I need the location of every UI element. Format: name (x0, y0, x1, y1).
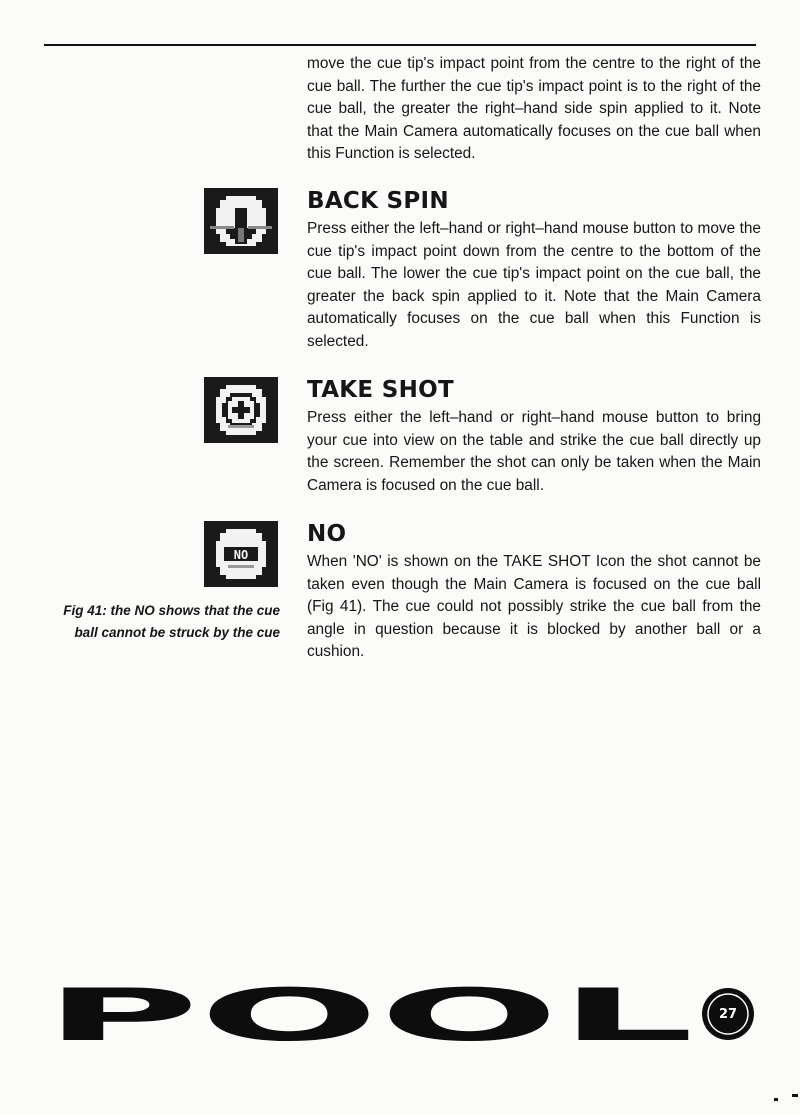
scan-mark (792, 1094, 798, 1097)
take-shot-section (307, 377, 761, 497)
intro-paragraph: move the cue tip's impact point from the centre to the right of the cue ball. The further the cue tip's impact point is to the right of the cue ball, the greater the right–hand side spin applied to it. Note that the Main Camera automatically focuses on the cue ball when this Function is selected. (307, 55, 761, 163)
no-icon-label: NO (233, 548, 249, 562)
no-paragraph: When 'NO' is shown on the TAKE SHOT Icon the shot cannot be taken even though the Main Camera is focused on the cue ball (Fig 41). The cue could not possibly strike the cue ball from the angle in question because it is blocked by another ball or a cushion. (307, 553, 761, 661)
page-number: 27 (718, 1006, 738, 1022)
no-shot-icon (204, 521, 278, 587)
back-spin-paragraph: Press either the left–hand or right–hand mouse button to move the cue tip's impact point down from the centre to the bottom of the cue ball. The lower the cue tip's impact point on the cue ball, the greater the back spin applied to it. Note that the Main Camera automatically focuses on the cue ball when this Function is selected. (307, 220, 761, 350)
figure-caption: Fig 41: the NO shows that the cue ball cannot be struck by the cue (63, 603, 280, 640)
take-shot-heading: TAKE SHOT (307, 377, 455, 403)
top-rule (44, 44, 756, 46)
take-shot-paragraph: Press either the left–hand or right–hand mouse button to bring your cue into view on the table and strike the cue ball directly up the screen. Remember the shot can only be taken when the Main Camera is focused on the cue ball. (307, 409, 761, 494)
scan-mark (774, 1098, 778, 1101)
no-section (307, 521, 761, 664)
no-heading: NO (307, 521, 347, 547)
back-spin-heading: BACK SPIN (307, 188, 449, 214)
intro-section (307, 53, 761, 166)
pool-logo-text: POOL (44, 986, 694, 1042)
pool-logo (44, 986, 756, 1042)
back-spin-section (307, 188, 761, 354)
take-shot-crosshair-icon (204, 377, 278, 443)
back-spin-arrow-icon (204, 188, 278, 254)
